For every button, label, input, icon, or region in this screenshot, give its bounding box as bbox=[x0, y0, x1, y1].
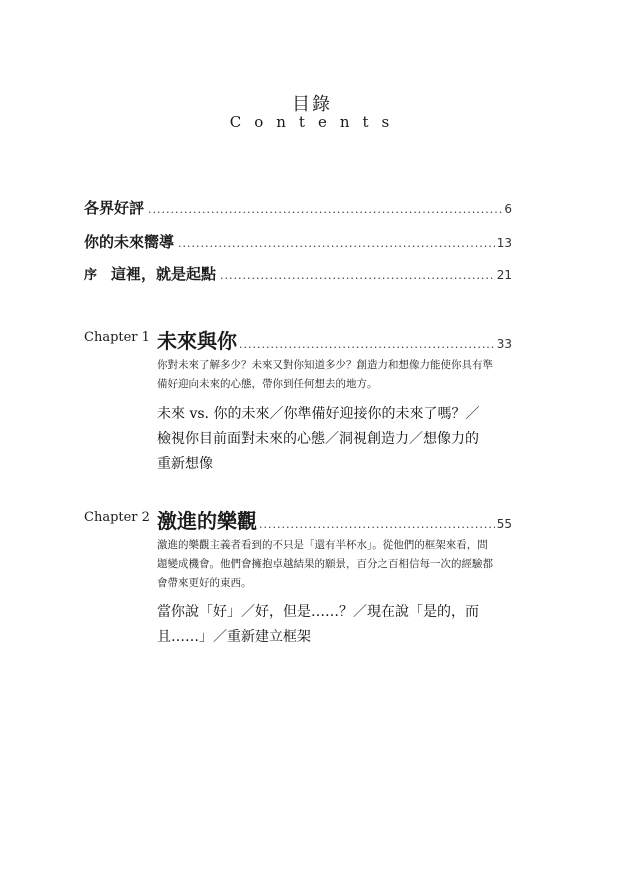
section-line: 未來 vs. 你的未來／你準備好迎接你的未來了嗎？／ bbox=[157, 406, 480, 422]
toc-entry-prefix: 序 bbox=[84, 268, 98, 283]
toc-leader-dots bbox=[178, 237, 495, 250]
chapter-1-page: 33 bbox=[496, 337, 512, 351]
chapter-2-sections bbox=[157, 600, 527, 650]
section-line: 且……」／重新建立框架 bbox=[157, 629, 311, 645]
toc-leader-dots bbox=[220, 269, 495, 282]
chapter-2-label: Chapter 2 bbox=[84, 510, 150, 525]
chapter-2-page: 55 bbox=[496, 517, 512, 531]
section-line: 重新想像 bbox=[157, 456, 213, 472]
toc-leader-dots bbox=[259, 518, 495, 531]
chapter-1-description bbox=[157, 356, 527, 394]
chapter-1-title: 未來與你 bbox=[157, 329, 237, 353]
chapter-2-title: 激進的樂觀 bbox=[157, 509, 257, 533]
toc-entry-preface[interactable] bbox=[84, 263, 512, 284]
toc-entry-guide[interactable] bbox=[84, 231, 512, 252]
description-line: 會帶來更好的東西。 bbox=[157, 577, 252, 589]
chapter-2-description bbox=[157, 536, 527, 593]
page-title: 目錄 bbox=[292, 94, 332, 115]
description-line: 你對未來了解多少？未來又對你知道多少？創造力和想像力能使你具有準 bbox=[157, 359, 493, 371]
toc-entry-page: 21 bbox=[496, 268, 512, 282]
chapter-1-entry[interactable] bbox=[157, 325, 512, 354]
description-line: 激進的樂觀主義者看到的不只是「還有半杯水」。從他們的框架來看，問 bbox=[157, 539, 488, 551]
toc-leader-dots bbox=[148, 203, 502, 216]
toc-entry-page: 6 bbox=[504, 202, 512, 216]
toc-entry-label: 你的未來嚮導 bbox=[84, 233, 175, 251]
toc-entry-reviews[interactable] bbox=[84, 197, 512, 218]
chapter-2-entry[interactable] bbox=[157, 505, 512, 534]
section-line: 檢視你目前面對未來的心態／洞視創造力／想像力的 bbox=[157, 431, 479, 447]
chapter-1-sections bbox=[157, 402, 527, 477]
chapter-1-label: Chapter 1 bbox=[84, 330, 150, 345]
page-subtitle: Contents bbox=[229, 113, 403, 131]
section-line: 當你說「好」／好，但是……？／現在說「是的，而 bbox=[157, 604, 479, 620]
toc-entry-page: 13 bbox=[496, 236, 512, 250]
toc-entry-label: 各界好評 bbox=[84, 199, 145, 217]
toc-leader-dots bbox=[239, 338, 495, 351]
toc-entry-label: 這裡，就是起點 bbox=[111, 265, 217, 283]
description-line: 備好迎向未來的心態，帶你到任何想去的地方。 bbox=[157, 378, 378, 390]
description-line: 題變成機會。他們會擁抱卓越結果的願景，百分之百相信每一次的經驗都 bbox=[157, 558, 493, 570]
